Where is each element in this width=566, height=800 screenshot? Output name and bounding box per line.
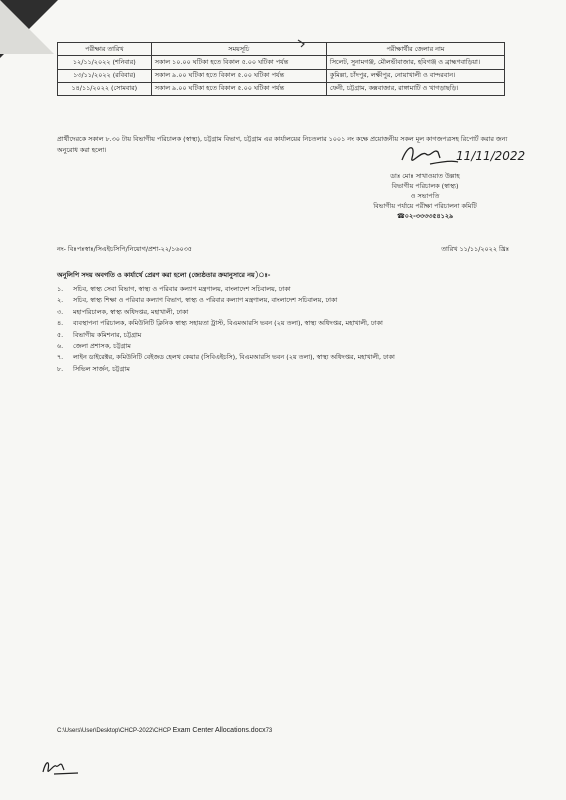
list-item: [57, 295, 509, 306]
cell-time: সকাল ৯.০০ ঘটিকা হতে বিকাল ৫.০০ ঘটিকা পর্যন্ত: [151, 82, 326, 95]
signature-date: 11/11/2022: [456, 149, 525, 163]
list-text: লাইন ডাইরেক্টর, কমিউনিটি বেইজড হেলথ কেয়ার (সিবিএইচসি), বিএমআরসি ভবন (২য় তলা), স্বাস্থ্য অধিদপ্তর, মহাখালী, ঢাকা: [73, 353, 395, 362]
list-text: মহাপরিচালক, স্বাস্থ্য অধিদপ্তর, মহাখালী, ঢাকা: [73, 307, 189, 316]
cell-date: ১২/১১/২০২২ (শনিবার): [58, 56, 152, 69]
cell-time: সকাল ৯.০০ ঘটিকা হতে বিকাল ৫.০০ ঘটিকা পর্যন্ত: [151, 69, 326, 82]
list-item: [57, 284, 509, 295]
header-schedule: সময়সূচি: [151, 43, 326, 56]
list-number: ৭.: [57, 353, 64, 362]
signatory-phone: ☎০২-৩৩৩৩৫৪১২৯: [396, 211, 454, 220]
cell-date: ১৩/১১/২০২২ (রবিবার): [58, 69, 152, 82]
header-exam-date: পরীক্ষার তারিখ: [58, 43, 152, 56]
list-text: বিভাগীয় কমিশনার, চট্টগ্রাম: [73, 330, 142, 339]
table-row: [58, 69, 505, 82]
header-districts: পরীক্ষার্থীর জেলার নাম: [326, 43, 504, 56]
list-text: ব্যবস্থাপনা পরিচালক, কমিউনিটি ক্লিনিক স্বাস্থ্য সহায়তা ট্রাস্ট, বিএমআরসি ভবন (২য় তলা), স্বাস্থ্য অধিদপ্তর, মহাখালী, ঢাকা: [73, 319, 383, 328]
list-number: ৮.: [57, 364, 64, 373]
reporting-instruction: প্রার্থীদেরকে সকাল ৮.৩০ টায় বিভাগীয় পরিচালক (স্বাস্থ্য), চট্টগ্রাম বিভাগ, চট্টগ্রাম এর কার্যালয়ের নিচতলার ১০০১ নং কক্ষে প্রয়োজনীয় সকল মূল কাগজপত্রসহ রিপোর্ট করার জন্য অনুরোধ করা হলো।: [57, 135, 508, 155]
list-number: ১.: [57, 285, 64, 293]
signatory-name: ডাঃ মোঃ সাখাওয়াত উল্লাহ: [390, 172, 460, 180]
list-number: ৬.: [57, 341, 64, 350]
handwritten-signature: [400, 140, 525, 174]
handwritten-initials: [40, 756, 80, 778]
list-item: [57, 330, 509, 341]
list-number: ২.: [57, 296, 64, 305]
list-item: [57, 341, 509, 352]
table-row: [58, 82, 505, 95]
list-item: [57, 318, 509, 329]
list-text: জেলা প্রশাসক, চট্টগ্রাম: [73, 341, 131, 350]
table-header-row: [58, 43, 505, 56]
list-item: [57, 307, 509, 318]
list-item: [57, 352, 509, 363]
signatory-committee: বিভাগীয় পর্যায়ে পরীক্ষা পরিচালনা কমিটি: [373, 201, 477, 210]
table-row: [58, 56, 505, 69]
cell-districts: সিলেট, সুনামগঞ্জ, মৌলভীবাজার, হবিগঞ্জ ও ব্রাহ্মণবাড়িয়া।: [326, 56, 504, 69]
cell-districts: ফেনী, চট্টগ্রাম, কক্সবাজার, রাঙ্গামাটি ও খাগড়াছড়ি।: [326, 82, 504, 95]
cell-districts: কুমিল্লা, চাঁদপুর, লক্ষীপুর, নোয়াখালী ও বান্দরবান।: [326, 69, 504, 82]
list-text: সচিব, স্বাস্থ্য সেবা বিভাগ, স্বাস্থ্য ও পরিবার কল্যাণ মন্ত্রণালয়, বাংলাদেশ সচিবালয়, ঢাকা: [73, 285, 291, 293]
copy-recipient-list: [57, 284, 509, 375]
list-number: ৫.: [57, 330, 64, 339]
cell-date: ১৪/১১/২০২২ (সোমবার): [58, 82, 152, 95]
file-path-prefix: C:\Users\User\Desktop\CHCP-2022\CHCP: [57, 728, 173, 734]
file-path-footer: [57, 727, 272, 734]
signatory-block: [330, 172, 520, 222]
list-text: সিভিল সার্জন, চট্টগ্রাম: [73, 364, 130, 373]
exam-schedule-table: [57, 42, 505, 96]
memo-date: তারিখ ১১/১১/২০২২ খ্রিঃ: [441, 245, 509, 253]
copy-list-title: অনুলিপি সদয় অবগতি ও কার্যার্থে প্রেরণ করা হলো (জ্যেষ্ঠতার ক্রমানুসারে নয়)ঃ-: [57, 271, 271, 279]
list-item: [57, 364, 509, 375]
memo-number: নং- বিঃপঃস্বাঃ/সিএইচসিপি/নিয়োগ/প্রশা-২২/১৬০৩৫: [57, 245, 192, 253]
signatory-and: ও সভাপতি: [410, 191, 440, 200]
page-corner-edge: [0, 0, 54, 54]
signatory-designation: বিভাগীয় পরিচালক (স্বাস্থ্য): [391, 181, 459, 190]
cell-time: সকাল ১০.০০ ঘটিকা হতে বিকাল ৫.০০ ঘটিকা পর্যন্ত: [151, 56, 326, 69]
file-path-suffix: 73: [265, 728, 273, 734]
file-path-name: Exam Center Allocations.docx: [172, 727, 266, 734]
list-text: সচিব, স্বাস্থ্য শিক্ষা ও পরিবার কল্যাণ বিভাগ, স্বাস্থ্য ও পরিবার কল্যাণ মন্ত্রণালয়, বাংলাদেশ সচিবালয়, ঢাকা: [73, 296, 338, 305]
list-number: ৪.: [57, 319, 64, 328]
list-number: ৩.: [57, 307, 64, 316]
